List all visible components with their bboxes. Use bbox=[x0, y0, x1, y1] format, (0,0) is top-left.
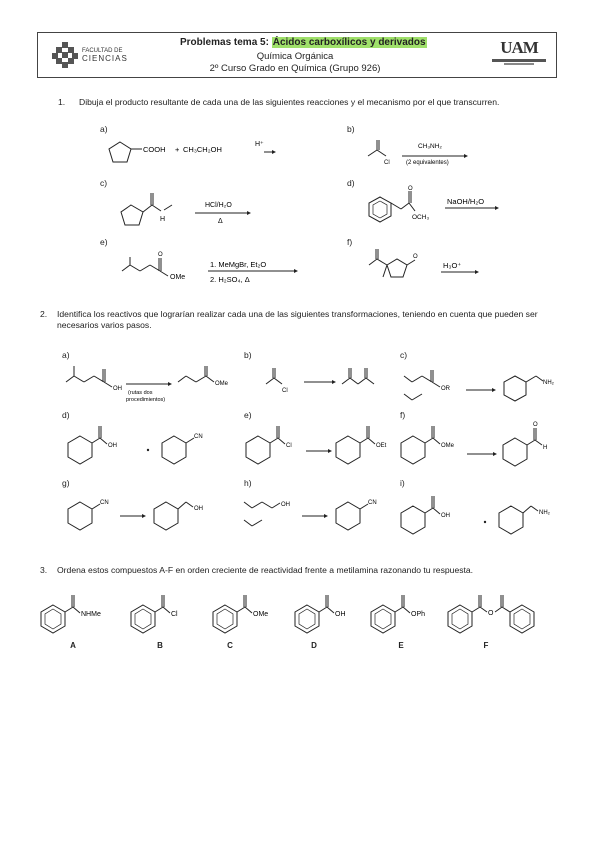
q3-group-e: OPh bbox=[411, 611, 426, 618]
q1a-acid: COOH bbox=[143, 145, 166, 154]
q2-text: Identifica los reactivos que lograrían realizar cada una de las siguientes transformaciones, teniendo en cuenta que pueden ser necesarios varios pasos. bbox=[57, 309, 538, 330]
q1-label-d: d) bbox=[347, 178, 355, 188]
q3-group-d: OH bbox=[335, 611, 346, 618]
faculty-logo-icon bbox=[52, 42, 78, 68]
uam-logo-text: UAM bbox=[500, 38, 538, 57]
q3-group-c: OMe bbox=[253, 611, 269, 618]
q2-number: 2. bbox=[40, 309, 48, 319]
q2g-transformation bbox=[62, 486, 242, 541]
q1-label-a: a) bbox=[100, 124, 108, 134]
header-subject: Química Orgánica bbox=[256, 51, 334, 62]
faculty-line2: CIENCIAS bbox=[82, 54, 128, 63]
q2i-transformation bbox=[395, 486, 560, 541]
q3-number: 3. bbox=[40, 565, 48, 575]
q1-number: 1. bbox=[58, 97, 66, 107]
q2a-note2: procedimientos) bbox=[126, 397, 166, 403]
q1a-reaction bbox=[100, 134, 280, 174]
q2e-oet: OEt bbox=[376, 443, 387, 449]
q2i-oh: OH bbox=[441, 513, 450, 519]
q1e-o: O bbox=[158, 252, 163, 258]
q1c-reagent: HCl/H₂O bbox=[205, 202, 232, 209]
q3-letter-f: F bbox=[483, 641, 489, 650]
q3-compound-c bbox=[210, 588, 285, 638]
q1e-ome: OMe bbox=[170, 274, 186, 281]
q2d-oh: OH bbox=[108, 443, 117, 449]
q1e-step2: 2. H₂SO₄, Δ bbox=[210, 275, 250, 284]
q2b-cl: Cl bbox=[282, 388, 288, 394]
q2-label-h: h) bbox=[244, 478, 252, 488]
q2e-cl: Cl bbox=[286, 443, 292, 449]
q2c-or: OR bbox=[441, 386, 450, 392]
q1a-plus: + bbox=[175, 145, 180, 154]
q2b-transformation bbox=[262, 360, 397, 405]
q2f-transformation bbox=[395, 418, 560, 473]
q2i-nh2: NH₂ bbox=[539, 510, 550, 516]
q2e-transformation bbox=[240, 418, 400, 473]
q2-label-b: b) bbox=[244, 350, 252, 360]
q3-letter-d: D bbox=[311, 641, 317, 650]
q1f-o: O bbox=[413, 254, 418, 260]
header-title-prefix: Problemas tema 5: bbox=[180, 37, 272, 48]
q2a-transformation bbox=[62, 360, 242, 415]
q1e-reaction bbox=[118, 245, 303, 290]
q1d-reaction bbox=[365, 185, 525, 235]
q1c-reaction bbox=[115, 185, 275, 235]
q1-label-e: e) bbox=[100, 237, 108, 247]
q2a-ome: OMe bbox=[215, 381, 229, 387]
q2h-transformation bbox=[240, 486, 400, 541]
q3-compound-f bbox=[445, 588, 555, 638]
q2g-oh: OH bbox=[194, 506, 203, 512]
q3-text: Ordena estos compuestos A-F en orden creciente de reactividad frente a metilamina razonando tu respuesta. bbox=[57, 565, 474, 575]
q1f-reagent: H₃O⁺ bbox=[443, 261, 462, 270]
faculty-logo-text bbox=[82, 48, 128, 62]
q1b-condition: (2 equivalentes) bbox=[406, 160, 449, 166]
q2-label-a: a) bbox=[62, 350, 70, 360]
q1b-reagent: CH₃NH₂ bbox=[418, 143, 442, 150]
uam-logo bbox=[490, 38, 548, 70]
q1f-reaction bbox=[365, 243, 515, 293]
q2-label-i: i) bbox=[400, 478, 405, 488]
q1d-reagent: NaOH/H₂O bbox=[447, 197, 485, 206]
q3-group-f: O bbox=[488, 610, 494, 617]
q1c-nh: H bbox=[160, 216, 166, 223]
q1-label-b: b) bbox=[347, 124, 355, 134]
q3-letter-c: C bbox=[227, 641, 233, 650]
q2h-oh: OH bbox=[281, 502, 290, 508]
q2-label-d: d) bbox=[62, 410, 70, 420]
q1a-catalyst: H⁺ bbox=[255, 141, 264, 148]
q2g-cn: CN bbox=[100, 500, 109, 506]
q2f-o: O bbox=[533, 422, 538, 428]
q1-text: Dibuja el producto resultante de cada una de las siguientes reacciones y el mecanismo por el que transcurren. bbox=[79, 97, 500, 107]
q2f-h: H bbox=[543, 445, 548, 451]
q3-group-a: NHMe bbox=[81, 611, 101, 618]
q2a-oh: OH bbox=[113, 386, 122, 392]
q2d-transformation bbox=[62, 418, 242, 473]
q1d-o: O bbox=[408, 186, 413, 192]
q1c-condition: Δ bbox=[218, 218, 223, 225]
q3-letter-e: E bbox=[398, 641, 404, 650]
q3-compound-e bbox=[368, 588, 443, 638]
q3-group-b: Cl bbox=[171, 611, 178, 618]
q1b-cl: Cl bbox=[384, 160, 390, 166]
q3-compound-a bbox=[38, 588, 118, 638]
q2d-cn: CN bbox=[194, 434, 203, 440]
q3-letter-b: B bbox=[157, 641, 163, 650]
q2h-cn: CN bbox=[368, 500, 377, 506]
header-title-highlight: Ácidos carboxílicos y derivados bbox=[272, 37, 426, 48]
q2-label-c: c) bbox=[400, 350, 408, 360]
header-title bbox=[180, 37, 427, 48]
q1-label-f: f) bbox=[347, 237, 353, 247]
q3-letter-a: A bbox=[70, 641, 76, 650]
q1a-alcohol: CH₃CH₂OH bbox=[183, 145, 222, 154]
q2-label-g: g) bbox=[62, 478, 70, 488]
faculty-line1: FACULTAD DE bbox=[82, 48, 123, 54]
q1d-och3: OCH₃ bbox=[412, 214, 430, 221]
q2a-note1: (rutas dos bbox=[128, 390, 153, 396]
q2-label-f: f) bbox=[400, 410, 406, 420]
q2f-ome: OMe bbox=[441, 443, 455, 449]
q1e-step1: 1. MeMgBr, Et₂O bbox=[210, 260, 267, 269]
q1b-reaction bbox=[360, 134, 510, 174]
q3-compound-b bbox=[128, 588, 198, 638]
q1-label-c: c) bbox=[100, 178, 108, 188]
q2-label-e: e) bbox=[244, 410, 252, 420]
q3-compound-d bbox=[292, 588, 362, 638]
header-course: 2º Curso Grado en Química (Grupo 926) bbox=[209, 63, 381, 74]
q2c-nh2: NH₂ bbox=[543, 380, 554, 386]
q2c-transformation bbox=[400, 360, 560, 415]
